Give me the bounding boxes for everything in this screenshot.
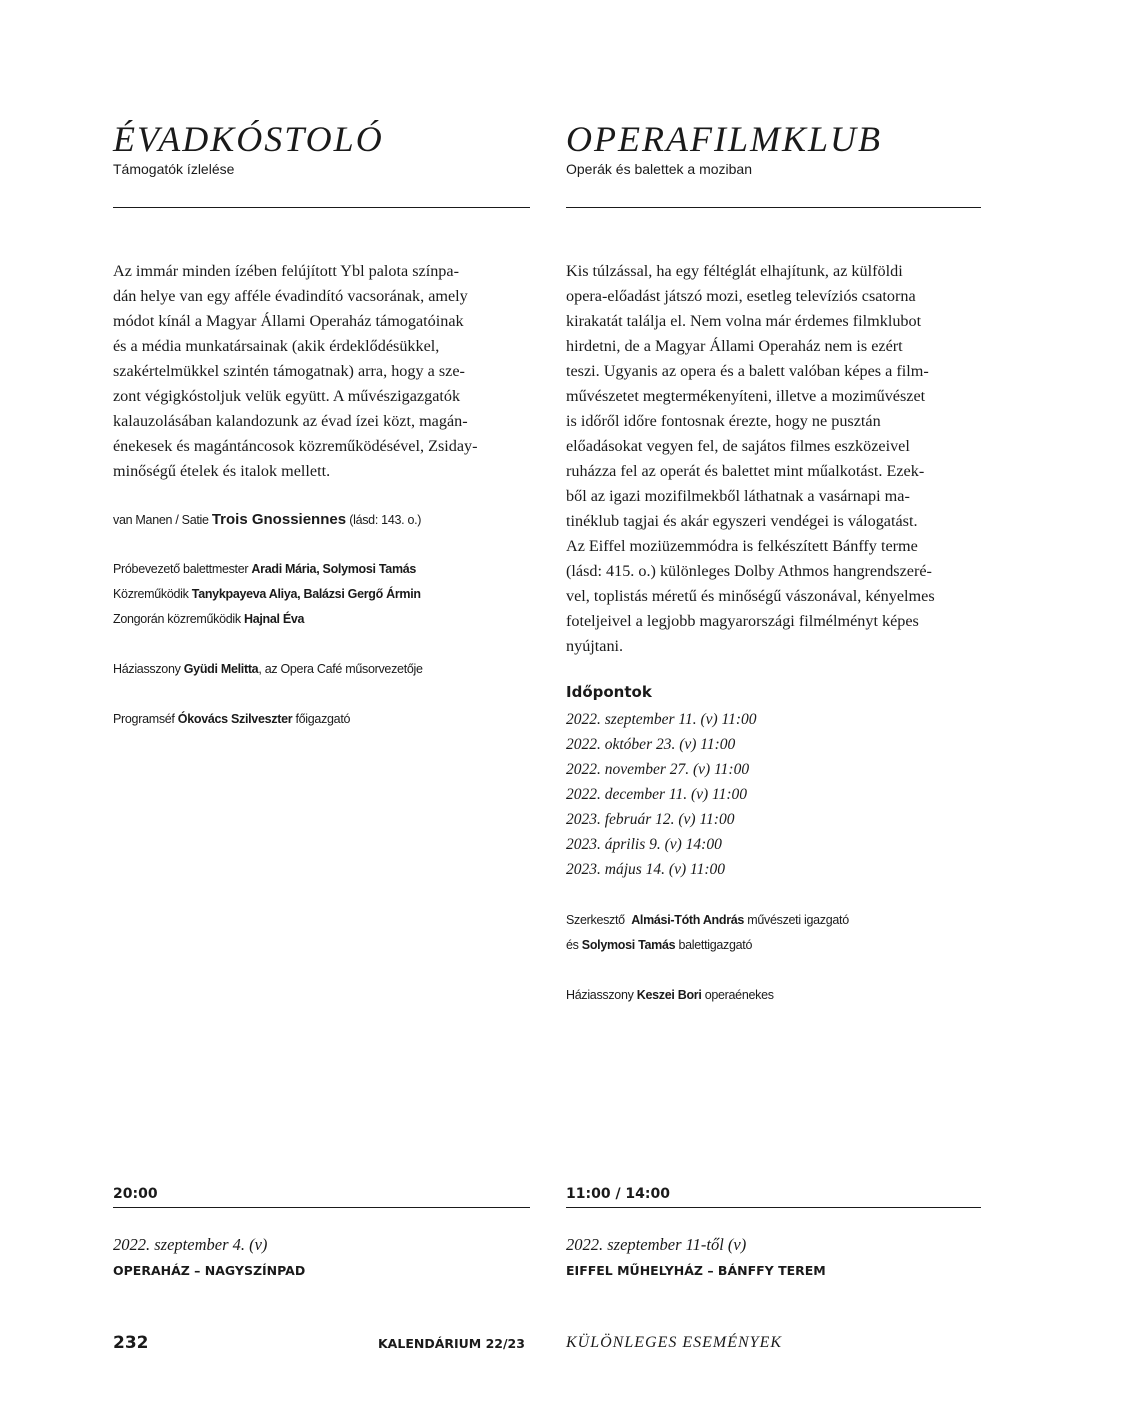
credit-hostess [566,983,981,1008]
credit-row [566,933,981,958]
credit-names: Almási-Tóth András [631,913,745,927]
right-top-divider [566,207,981,208]
credit-role: Zongorán közreműködik [113,612,244,626]
credit-role: Közreműködik [113,587,192,601]
dates-list [566,707,757,882]
body-line: módot kínál a Magyar Állami Operaház támogatóinak [113,312,464,330]
event-venue: EIFFEL MŰHELYHÁZ – BÁNFFY TEREM [566,1263,826,1278]
left-body-text [113,259,530,484]
credit-row [113,557,530,582]
right-body-text [566,259,981,659]
credit-row [113,582,530,607]
body-line: opera-előadást játszó mozi, esetleg televíziós csatorna [566,287,916,305]
body-line: vel, toplistás méretű és minőségű vászonával, kényelmes [566,587,935,605]
body-line: zont végigkóstoljuk velük együtt. A művészigazgatók [113,387,461,405]
body-line: szakértelmükkel szintén támogatnak) arra, hogy a sze- [113,362,465,380]
right-bottom-divider [566,1207,981,1208]
body-line: dán helye van egy afféle évadindító vacsorának, amely [113,287,468,305]
credit-program-chef [113,707,530,732]
body-line: Kis túlzással, ha egy féltéglát elhajítunk, az külföldi [566,262,903,280]
credit-row [113,607,530,632]
body-line: teszi. Ugyanis az opera és a balett valóban képes a film- [566,362,929,380]
credits-editors [566,908,981,958]
body-line: minőségű ételek és italok mellett. [113,462,331,480]
date-item: 2023. április 9. (v) 14:00 [566,836,722,853]
left-top-divider [113,207,530,208]
credit-role: Programséf [113,712,178,726]
body-line: (lásd: 415. o.) különleges Dolby Athmos hangrendszeré- [566,562,932,580]
body-line: tinéklub tagjai és akár egyszeri vendégei is válogatást. [566,512,918,530]
program-work-title: Trois Gnossiennes [211,511,347,528]
credit-role: Próbevezető balettmester [113,562,252,576]
credit-role: Háziasszony [113,662,184,676]
body-line: kalauzolásában kalandozunk az évad ízei közt, magán- [113,412,468,430]
credit-names: Tanykpayeva Aliya, Balázsi Gergő Ármin [191,587,421,601]
date-item: 2022. december 11. (v) 11:00 [566,786,748,803]
body-line: művészetet megtermékenyíteni, illetve a moziművészet [566,387,926,405]
page-number: 232 [113,1333,149,1353]
section-name: KÜLÖNLEGES ESEMÉNYEK [566,1334,783,1351]
event-time: 20:00 [113,1186,158,1202]
body-line: Az immár minden ízében felújított Ybl palota színpa- [113,262,459,280]
body-line: foteljeivel a legjobb magyarországi filmélményt képes [566,612,919,630]
credit-suffix: , az Opera Café műsorvezetője [258,662,423,676]
running-title: KALENDÁRIUM 22/23 [378,1336,525,1351]
right-subtitle: Operák és balettek a moziban [566,161,752,177]
event-date: 2022. szeptember 4. (v) [113,1235,268,1254]
event-time: 11:00 / 14:00 [566,1186,670,1202]
credit-names: Keszei Bori [636,988,702,1002]
body-line: hirdetni, de a Magyar Állami Operaház nem is ezért [566,337,903,355]
left-subtitle: Támogatók ízlelése [113,161,235,177]
credit-hostess [113,657,530,682]
date-item: 2022. szeptember 11. (v) 11:00 [566,711,757,728]
body-line: ruházza fel az operát és balettet mint műalkotást. Ezek- [566,462,925,480]
credit-names: Gyüdi Melitta [183,662,259,676]
dates-heading: Időpontok [566,683,652,701]
credit-names: Aradi Mária, Solymosi Tamás [251,562,417,576]
left-title: ÉVADKÓSTOLÓ [113,119,384,159]
credit-names: Hajnal Éva [243,612,305,626]
body-line: Az Eiffel moziüzemmódra is felkészített Bánffy terme [566,537,918,555]
event-date: 2022. szeptember 11-től (v) [566,1235,747,1254]
credit-names: Solymosi Tamás [581,938,676,952]
credit-suffix: balettigazgató [675,938,753,952]
date-item: 2022. október 23. (v) 11:00 [566,736,736,753]
body-line: előadásokat vegyen fel, de sajátos filmes eszközeivel [566,437,910,455]
credit-names: Ókovács Szilveszter [177,712,293,726]
body-line: énekesek és magántáncosok közreműködésével, Zsiday- [113,437,478,455]
credit-suffix: operaénekes [701,988,774,1002]
body-line: kirakatát találja el. Nem volna már érdemes filmklubot [566,312,922,330]
date-item: 2023. május 14. (v) 11:00 [566,861,725,878]
credits-performers [113,557,530,632]
credit-row [566,908,981,933]
credit-role: Szerkesztő [566,913,632,927]
right-title: OPERAFILMKLUB [566,119,882,159]
body-line: nyújtani. [566,637,624,655]
date-item: 2023. február 12. (v) 11:00 [566,811,735,828]
credit-suffix: művészeti igazgató [744,913,849,927]
left-bottom-divider [113,1207,530,1208]
body-line: és a média munkatársainak (akik érdeklődésükkel, [113,337,440,355]
program-reference: (lásd: 143. o.) [346,513,422,527]
body-line: is időről időre fontosnak érezte, hogy ne pusztán [566,412,881,430]
credit-role: Háziasszony [566,988,637,1002]
event-venue: OPERAHÁZ – NAGYSZÍNPAD [113,1263,306,1278]
credit-role: és [566,938,582,952]
program-prefix: van Manen / Satie [113,513,212,527]
credit-suffix: főigazgató [292,712,351,726]
program-line [113,507,530,533]
body-line: ből az igazi mozifilmekből láthatnak a vasárnapi ma- [566,487,910,505]
date-item: 2022. november 27. (v) 11:00 [566,761,750,778]
